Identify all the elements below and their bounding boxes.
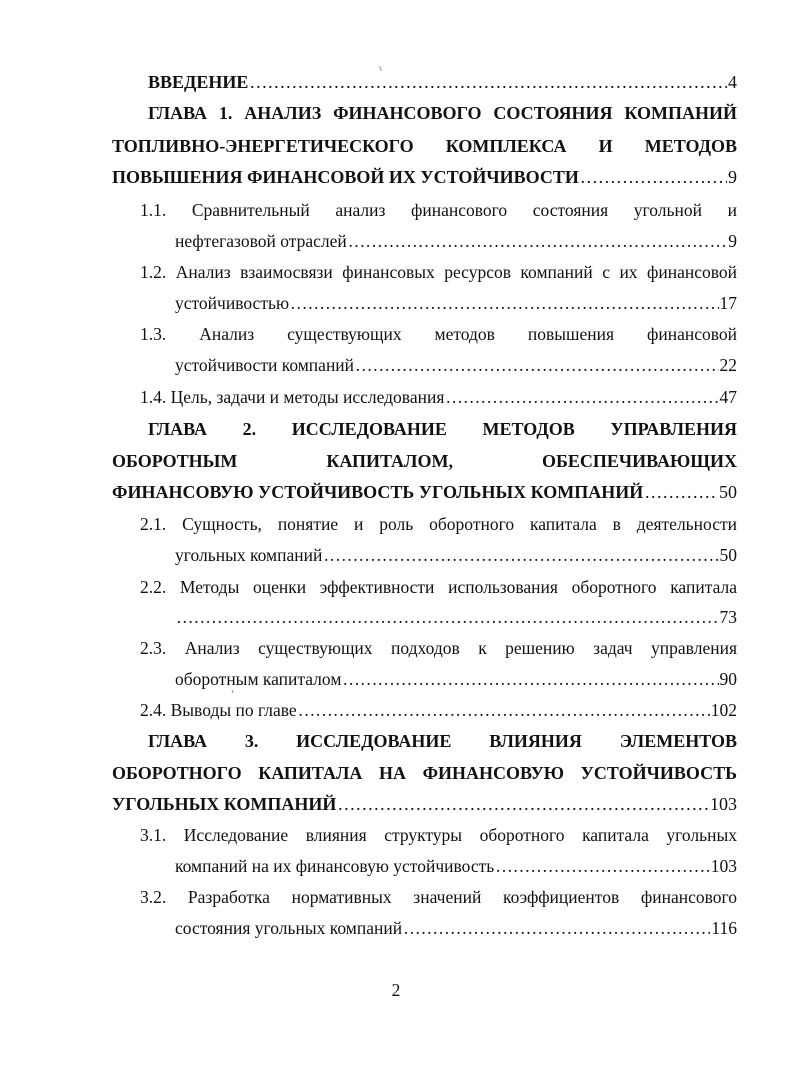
toc-page-number: 50 <box>719 545 737 565</box>
toc-page-number: 17 <box>719 293 737 313</box>
toc-section-line <box>175 915 737 941</box>
toc-page-number: 103 <box>710 794 737 814</box>
toc-entry-text: ПОВЫШЕНИЯ ФИНАНСОВОЙ ИХ УСТОЙЧИВОСТИ <box>112 167 579 187</box>
toc-entry-text: 2.1. Сущность, понятие и роль оборотного капитала в деятельности <box>140 514 737 534</box>
toc-entry-text: ГЛАВА 3. ИССЛЕДОВАНИЕ ВЛИЯНИЯ ЭЛЕМЕНТОВ <box>148 731 737 751</box>
toc-entry-text: 1.4. Цель, задачи и методы исследования <box>140 387 445 407</box>
toc-section-line <box>140 884 737 910</box>
toc-entry-text: состояния угольных компаний <box>175 918 403 938</box>
toc-entry-text: 2.4. Выводы по главе <box>140 700 297 720</box>
dot-leader <box>176 604 719 630</box>
toc-page-number: 103 <box>710 856 737 876</box>
dot-leader <box>290 290 718 316</box>
toc-section-line <box>140 197 737 223</box>
toc-entry-text: УГОЛЬНЫХ КОМПАНИЙ <box>112 794 337 814</box>
toc-entry-text: устойчивости компаний <box>175 355 355 375</box>
toc-entry-text: 3.2. Разработка нормативных значений коэффициентов финансового <box>140 887 737 907</box>
toc-page-number: 102 <box>710 700 737 720</box>
toc-section-line <box>175 352 737 378</box>
toc-section-line <box>140 321 737 347</box>
dot-leader <box>403 915 710 941</box>
toc-section-line <box>140 259 737 285</box>
toc-entry-text: ГЛАВА 1. АНАЛИЗ ФИНАНСОВОГО СОСТОЯНИЯ КОМПАНИЙ <box>148 103 737 123</box>
toc-chapter-line <box>148 728 737 754</box>
page-number: 2 <box>391 980 401 1000</box>
toc-entry-text: ТОПЛИВНО-ЭНЕРГЕТИЧЕСКОГО КОМПЛЕКСА И МЕТОДОВ <box>112 136 737 156</box>
toc-section-line <box>140 511 737 537</box>
toc-entry-text: 1.2. Анализ взаимосвязи финансовых ресурсов компаний с их финансовой <box>140 262 737 282</box>
toc-entry-text: 2.2. Методы оценки эффективности использования оборотного капитала <box>140 577 737 597</box>
toc-section-line <box>175 666 737 692</box>
toc-page-number: 4 <box>728 72 737 92</box>
toc-entry-text: ОБОРОТНЫМ КАПИТАЛОМ, ОБЕСПЕЧИВАЮЩИХ <box>112 451 737 471</box>
toc-entry-text: оборотным капиталом <box>175 669 342 689</box>
dot-leader <box>323 542 718 568</box>
toc-section-line <box>140 697 737 723</box>
dot-leader <box>495 853 710 879</box>
toc-chapter-line <box>112 760 737 786</box>
toc-entry-text: угольных компаний <box>175 545 323 565</box>
toc-chapter-line <box>148 69 737 95</box>
dot-leader <box>337 791 709 817</box>
toc-entry-text: ФИНАНСОВУЮ УСТОЙЧИВОСТЬ УГОЛЬНЫХ КОМПАНИЙ <box>112 482 644 502</box>
toc-section-line <box>175 290 737 316</box>
toc-chapter-line <box>112 791 737 817</box>
toc-chapter-line <box>112 448 737 474</box>
toc-page-number: 116 <box>711 918 737 938</box>
toc-page-number: 9 <box>728 231 737 251</box>
dot-leader <box>445 384 718 410</box>
dot-leader <box>355 352 718 378</box>
toc-section-line <box>140 384 737 410</box>
toc-section-line <box>175 604 737 630</box>
toc-section-line <box>175 542 737 568</box>
toc-page-number: 22 <box>719 355 737 375</box>
dot-leader <box>298 697 710 723</box>
toc-entry-text: ВВЕДЕНИЕ <box>148 72 249 92</box>
dot-leader <box>348 228 727 254</box>
toc-page-number: 47 <box>719 387 737 407</box>
toc-entry-text: ОБОРОТНОГО КАПИТАЛА НА ФИНАНСОВУЮ УСТОЙЧИВОСТЬ <box>112 763 737 783</box>
toc-chapter-line <box>148 416 737 442</box>
toc-page-number: 90 <box>719 669 737 689</box>
toc-entry-text: нефтегазовой отраслей <box>175 231 347 251</box>
dot-leader <box>342 666 718 692</box>
toc-section-line <box>175 853 737 879</box>
dot-leader <box>644 479 718 505</box>
toc-page-number: 9 <box>728 167 737 187</box>
toc-entry-text: устойчивостью <box>175 293 290 313</box>
dot-leader <box>249 69 727 95</box>
toc-chapter-line <box>112 164 737 190</box>
toc-section-line <box>140 635 737 661</box>
dot-leader <box>580 164 727 190</box>
toc-entry-text: 1.3. Анализ существующих методов повышения финансовой <box>140 324 737 344</box>
toc-entry-text: компаний на их финансовую устойчивость <box>175 856 495 876</box>
toc-section-line <box>140 822 737 848</box>
toc-chapter-line <box>112 133 737 159</box>
toc-page-number: 73 <box>719 607 737 627</box>
toc-entry-text: 2.3. Анализ существующих подходов к решению задач управления <box>140 638 737 658</box>
toc-section-line <box>140 574 737 600</box>
toc-chapter-line <box>148 100 737 126</box>
toc-section-line <box>175 228 737 254</box>
toc-entry-text: ГЛАВА 2. ИССЛЕДОВАНИЕ МЕТОДОВ УПРАВЛЕНИЯ <box>148 419 737 439</box>
toc-chapter-line <box>112 479 737 505</box>
toc-entry-text: 1.1. Сравнительный анализ финансового состояния угольной и <box>140 200 737 220</box>
toc-entry-text: 3.1. Исследование влияния структуры оборотного капитала угольных <box>140 825 737 845</box>
toc-page-number: 50 <box>719 482 737 502</box>
